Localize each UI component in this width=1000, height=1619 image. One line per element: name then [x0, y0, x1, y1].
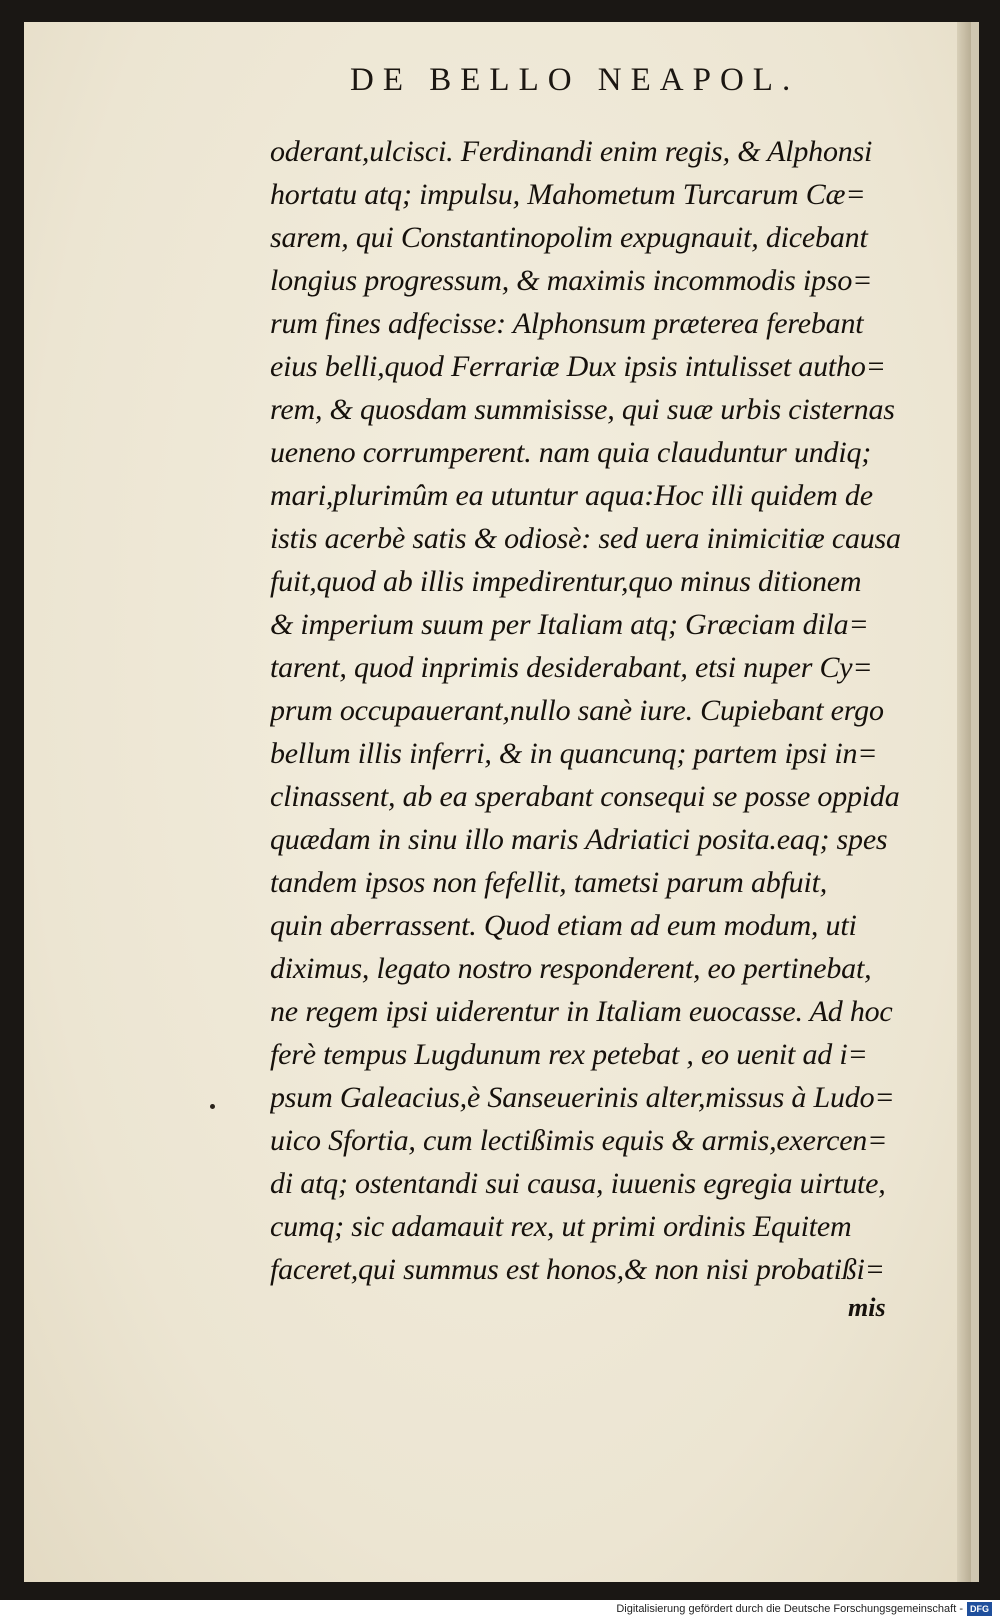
text-line-8: ueneno corrumperent. nam quia clauduntur undiq; — [270, 436, 872, 469]
text-line-9: mari,plurimûm ea utuntur aqua:Hoc illi quidem de — [270, 479, 873, 512]
text-line-17: quædam in sinu illo maris Adriatici posita.eaq; spes — [270, 823, 888, 856]
text-line-2: hortatu atq; impulsu, Mahometum Turcarum Cæ= — [270, 178, 866, 211]
text-line-15: bellum illis inferri, & in quancunq; partem ipsi in= — [270, 737, 878, 770]
text-line-5: rum fines adfecisse: Alphonsum præterea ferebant — [270, 307, 864, 340]
page-edge — [957, 22, 971, 1582]
funding-notice: Digitalisierung gefördert durch die Deutsche Forschungsgemeinschaft - — [616, 1602, 963, 1615]
text-line-27: faceret,qui summus est honos,& non nisi probatißi= — [270, 1253, 885, 1286]
text-line-19: quin aberrassent. Quod etiam ad eum modum, uti — [270, 909, 857, 942]
text-line-10: istis acerbè satis & odiosè: sed uera inimicitiæ causa — [270, 522, 901, 555]
text-line-14: prum occupauerant,nullo sanè iure. Cupiebant ergo — [270, 694, 884, 727]
text-line-13: tarent, quod inprimis desiderabant, etsi nuper Cy= — [270, 651, 873, 684]
digitization-footer — [616, 1600, 992, 1617]
text-line-25: di atq; ostentandi sui causa, iuuenis egregia uirtute, — [270, 1167, 886, 1200]
catchword: mis — [848, 1293, 886, 1322]
dfg-logo[interactable]: DFG — [967, 1602, 992, 1616]
text-line-18: tandem ipsos non fefellit, tametsi parum abfuit, — [270, 866, 828, 899]
text-line-26: cumq; sic adamauit rex, ut primi ordinis Equitem — [270, 1210, 852, 1243]
text-line-12: & imperium suum per Italiam atq; Græciam dila= — [270, 608, 869, 641]
text-line-16: clinassent, ab ea sperabant consequi se posse oppida — [270, 780, 900, 813]
text-block — [270, 130, 950, 1291]
text-line-7: rem, & quosdam summisisse, qui suæ urbis cisternas — [270, 393, 895, 426]
text-line-22: ferè tempus Lugdunum rex petebat , eo uenit ad i= — [270, 1038, 868, 1071]
text-line-24: uico Sfortia, cum lectißimis equis & armis,exercen= — [270, 1124, 888, 1157]
text-line-21: ne regem ipsi uiderentur in Italiam euocasse. Ad hoc — [270, 995, 893, 1028]
ink-mark — [210, 1104, 215, 1109]
text-line-6: eius belli,quod Ferrariæ Dux ipsis intulisset autho= — [270, 350, 886, 383]
text-line-11: fuit,quod ab illis impedirentur,quo minus ditionem — [270, 565, 862, 598]
text-line-3: sarem, qui Constantinopolim expugnauit, dicebant — [270, 221, 868, 254]
text-line-23: psum Galeacius,è Sanseuerinis alter,missus à Ludo= — [270, 1081, 895, 1114]
text-line-20: diximus, legato nostro responderent, eo pertinebat, — [270, 952, 872, 985]
running-head: DE BELLO NEAPOL. — [350, 62, 800, 98]
text-line-1: oderant,ulcisci. Ferdinandi enim regis, & Alphonsi — [270, 135, 873, 168]
text-line-4: longius progressum, & maximis incommodis ipso= — [270, 264, 873, 297]
